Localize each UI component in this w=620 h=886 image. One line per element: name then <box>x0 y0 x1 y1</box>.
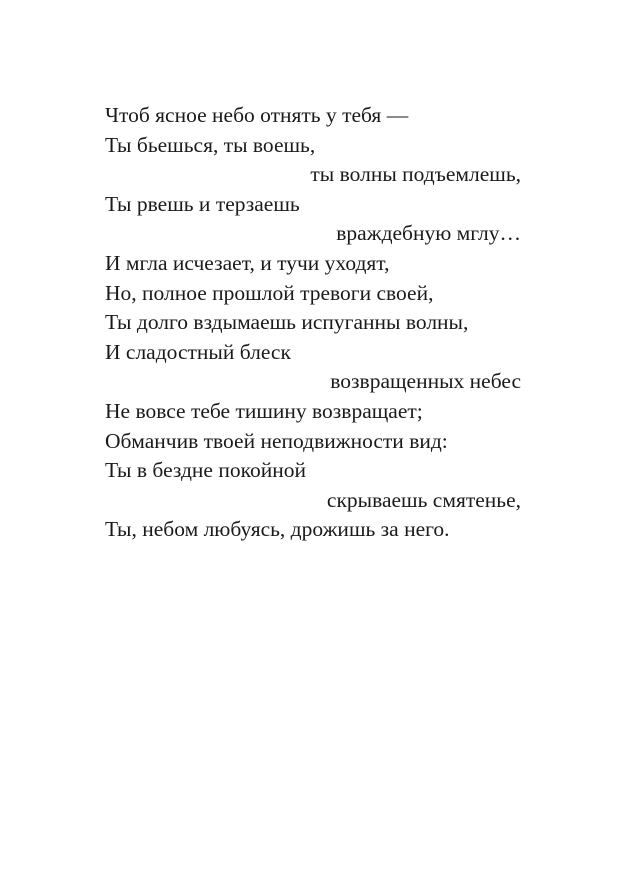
poem-line: Ты, небом любуясь, дрожишь за него. <box>105 517 450 542</box>
poem-line: Ты в бездне покойной <box>105 458 306 483</box>
poem-line: Обманчив твоей неподвижности вид: <box>105 428 448 453</box>
poem-line: Не вовсе тебе тишину возвращает; <box>105 398 423 423</box>
poem-line: Чтоб ясное небо отнять у тебя — <box>105 103 409 127</box>
poem-line: Но, полное прошлой тревоги своей, <box>105 280 434 305</box>
poem-line-indented: враждебную мглу… <box>336 221 521 246</box>
poem-text <box>105 101 521 545</box>
poem-line: Ты рвешь и терзаешь <box>105 191 300 216</box>
poem-line: Ты бьешься, ты воешь, <box>105 132 316 157</box>
poem-line: И мгла исчезает, и тучи уходят, <box>105 250 390 275</box>
poem-line: И сладостный блеск <box>105 339 291 364</box>
poem-line-indented: возвращенных небес <box>330 369 521 394</box>
poem-line-indented: скрываешь смятенье, <box>326 487 521 512</box>
poem-line: Ты долго вздымаешь испуганны волны, <box>105 310 469 335</box>
poem-line-indented: ты волны подъемлешь, <box>310 162 521 187</box>
